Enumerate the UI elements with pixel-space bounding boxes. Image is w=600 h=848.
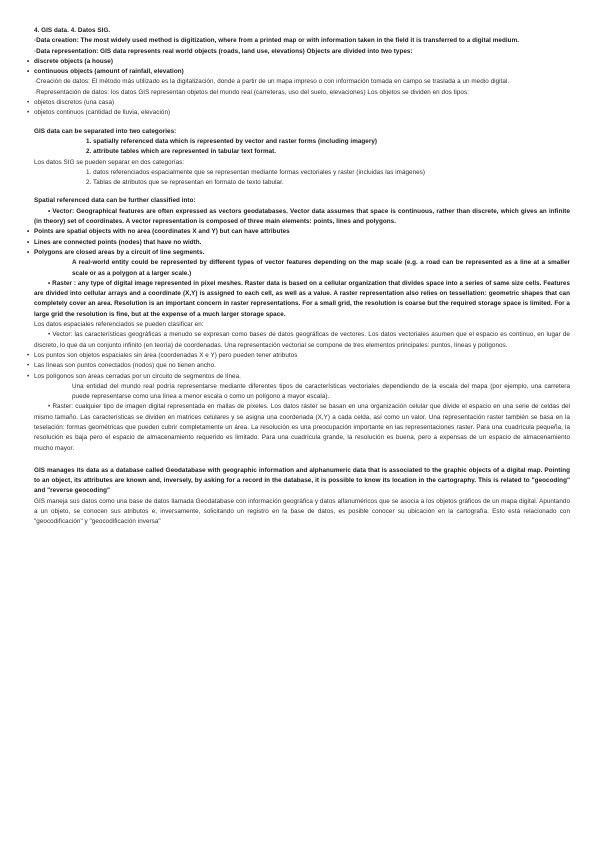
list-item: • discrete objects (a house) xyxy=(27,57,113,65)
category-item: 1. datos referenciados espacialmente que se representan mediante formas vectoriales y raster (incluidas las imágenes) xyxy=(86,168,426,176)
list-item: • objetos continuos (cantidad de lluvia, elevación) xyxy=(27,109,171,117)
list-item: • Los puntos son objetos espaciales sin área (coordenadas X e Y) pero pueden tener atributos xyxy=(27,351,298,359)
list-item: • Los polígonos son áreas cerradas por un circuito de segmentos de línea. xyxy=(27,372,241,380)
vector-paragraph-en: • Vector: Geographical features are often expressed as vectors geodatabases. Vector data assumes that space is continuous, rather than discrete, which gives an infinite (in theory) set of coordinates. A vector representation is composed of three main elements: points, lines and polygons. xyxy=(34,207,570,226)
spatial-intro-es: Los datos espaciales referenciados se pueden clasificar en: xyxy=(34,321,204,329)
list-item: • Polygons are closed areas by a circuit of line segments. xyxy=(27,248,205,256)
list-item: • continuous objects (amount of rainfall, elevation) xyxy=(27,68,184,76)
object-types-en xyxy=(27,57,570,78)
category-item: 2. attribute tables which are represented in tabular text format. xyxy=(86,148,277,156)
realworld-paragraph-es: Una entidad del mundo real podría representarse mediante diferentes tipos de características vectoriales dependiendo de la escala del mapa (por ejemplo, una carretera puede representarse como una línea a menor escala o como un polígono a mayor escala). xyxy=(72,382,570,401)
vector-paragraph-es: • Vector: las características geográficas a menudo se expresan como bases de datos geográficas de vectores. Los datos vectoriales asumen que el espacio es continuo, en lugar de discreto, lo que da un conjunto infinito (en teoría) de coordenadas. Una representación vectorial se compone de tres elementos principales: puntos, líneas y polígonos. xyxy=(34,331,570,349)
list-item: • Las líneas son puntos conectados (nodos) que no tienen ancho. xyxy=(27,362,216,370)
data-creation-es: ·Creación de datos: El método más utilizado es la digitalización, donde a partir de un mapa impreso o con información tomada en campo se traslada a un medio digital. xyxy=(34,78,510,86)
geodatabase-paragraph-en: GIS manages its data as a database called Geodatabase with geographic information and alphanumeric data that is associated to the graphic objects of a digital map. Pointing to an object, its attributes are known and, inversely, by asking for a record in the database, it is possible to know its location in the cartography. This is related to "geocoding" and "reverse geocoding" xyxy=(34,466,570,495)
object-types-es xyxy=(27,98,570,119)
section-heading: 4. GIS data. 4. Datos SIG. xyxy=(34,27,111,34)
list-item: • Points are spatial objects with no area (coordinates X and Y) but can have attributes xyxy=(27,228,290,236)
categories-intro-es: Los datos SIG se pueden separar en dos categorías: xyxy=(34,158,185,166)
raster-paragraph-es: • Raster: cualquier tipo de imagen digital representada en mallas de píxeles. Los datos ráster se basan en una organización celular que divide el espacio en una serie de celdas del mismo tamaño. Las características se dividen en matrices celulares y se asigna una coordenada (X,Y) a cada celda, así como un valor. Una representación raster también se basa en la teselación: formas geométricas que pueden cubrir completamente un área. La resolución es una preocupación importante en las representaciones raster. Para una cuadrícula pequeña, la resolución es baja pero el espacio de almacenamiento requerido es limitado. Para una cuadrícula grande, la resolución es buena, pero a expensas de un espacio de almacenamiento mucho mayor. xyxy=(34,403,571,452)
list-item: • Lines are connected points (nodes) that have no width. xyxy=(27,238,202,246)
data-creation-en: ·Data creation: The most widely used method is digitization, where from a printed map or with information taken in the field it is transferred to a digital medium. xyxy=(34,37,520,45)
categories-intro-en: GIS data can be separated into two categories: xyxy=(34,127,177,135)
data-representation-es: ·Representación de datos: los datos GIS representan objetos del mundo real (carreteras, uso del suelo, elevaciones) Los objetos se dividen en dos tipos: xyxy=(34,88,469,96)
list-item: • objetos discretos (una casa) xyxy=(27,99,115,107)
spatial-intro-en: Spatial referenced data can be further classified into: xyxy=(34,197,196,205)
category-item: 1. spatially referenced data which is represented by vector and raster forms (including imagery) xyxy=(86,137,378,145)
vector-elements-en xyxy=(27,227,570,258)
realworld-paragraph-en: A real-world entity could be represented by different types of vector features depending on the map scale (e.g. a road can be represented as a line at a smaller scale or as a polygon at a larger scale.) xyxy=(72,259,570,277)
data-representation-en: ·Data representation: GIS data represents real world objects (roads, land use, elevations) Objects are divided into two types: xyxy=(34,47,413,55)
category-item: 2. Tablas de atributos que se representan en formato de texto tabular. xyxy=(86,179,284,187)
vector-elements-es xyxy=(27,351,570,382)
raster-paragraph-en: • Raster : any type of digital image represented in pixel meshes. Raster data is based on a cellular organization that divides space into a series of same size cells. Features are divided into cellular arrays and a coordinate (X,Y) is assigned to each cell, as well as a value. A raster representation also relies on tessellation: geometric shapes that can completely cover an area. Resolution is an important concern in raster representations. For a small grid, the resolution is coarse but the required storage space is limited. For a large grid the resolution is fine, but at the expense of a much larger storage space. xyxy=(34,279,570,318)
geodatabase-paragraph-es: GIS maneja sus datos como una base de datos llamada Geodatabase con información geográfica y datos alfanuméricos que se asocia a los objetos gráficos de un mapa digital. Apuntando a un objeto, se conocen sus atributos e, inversamente, solicitando un registro en la base de datos, es posible conocer su ubicación en la cartografía. Esto está relacionado con "geocodificación" y "geocodificación inversa" xyxy=(34,497,570,526)
